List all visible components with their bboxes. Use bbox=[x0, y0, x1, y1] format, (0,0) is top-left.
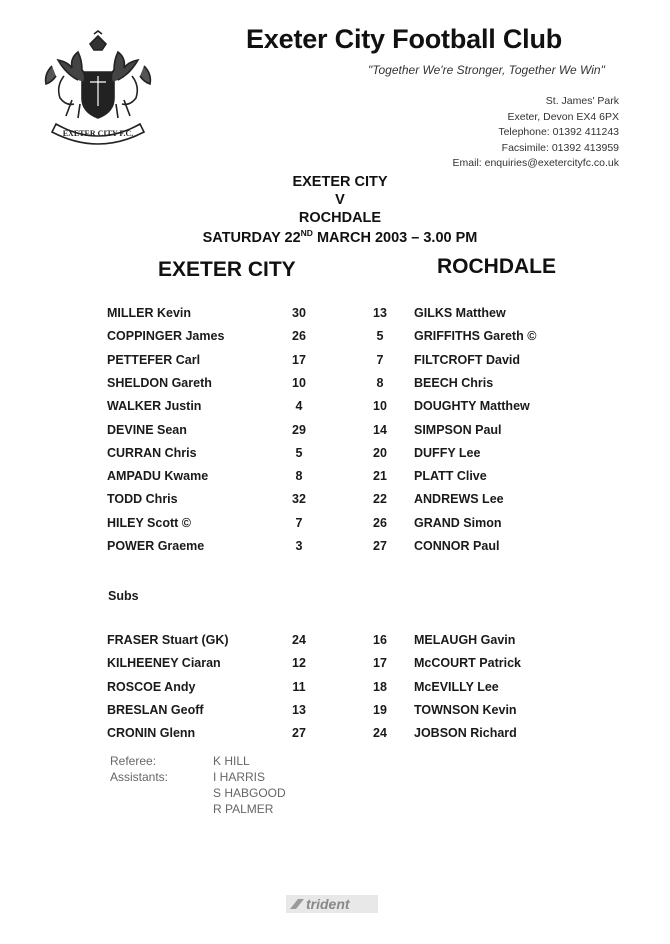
home-player-name: DEVINE Sean bbox=[107, 422, 187, 437]
away-team-heading: ROCHDALE bbox=[437, 255, 556, 278]
away-player-name: MELAUGH Gavin bbox=[414, 633, 516, 647]
officials-names bbox=[213, 753, 286, 817]
sponsor-name: trident bbox=[306, 896, 350, 912]
home-player-number: 5 bbox=[295, 445, 303, 460]
assistant-name: R PALMER bbox=[213, 802, 274, 816]
telephone: Telephone: 01392 411243 bbox=[498, 126, 619, 138]
home-player-name: AMPADU Kwame bbox=[107, 469, 209, 484]
home-player-name: WALKER Justin bbox=[107, 399, 202, 414]
away-player-name: DOUGHTY Matthew bbox=[414, 399, 530, 414]
subs-label: Subs bbox=[108, 589, 139, 603]
fixture-versus: V bbox=[335, 192, 345, 208]
away-player-name: CONNOR Paul bbox=[414, 539, 500, 553]
club-address bbox=[453, 94, 619, 172]
home-player-name: KILHEENEY Ciaran bbox=[107, 656, 221, 671]
away-player-number: 27 bbox=[373, 539, 387, 553]
away-player-name: ANDREWS Lee bbox=[414, 492, 504, 507]
home-player-number: 29 bbox=[292, 422, 306, 437]
home-player-name: BRESLAN Geoff bbox=[107, 702, 204, 717]
away-player-number: 16 bbox=[373, 633, 387, 647]
away-player-name: SIMPSON Paul bbox=[414, 422, 502, 437]
home-player-number: 30 bbox=[292, 306, 306, 320]
away-player-number: 18 bbox=[373, 679, 387, 694]
address-line: St. James' Park bbox=[545, 95, 619, 107]
assistant-name: I HARRIS bbox=[213, 770, 266, 784]
home-player-name: COPPINGER James bbox=[107, 329, 225, 344]
fixture-away: ROCHDALE bbox=[298, 210, 382, 226]
home-player-number: 26 bbox=[292, 329, 306, 344]
away-player-name: GRIFFITHS Gareth © bbox=[414, 329, 537, 344]
club-name: Exeter City Football Club bbox=[246, 24, 563, 54]
away-player-number: 8 bbox=[376, 375, 384, 390]
away-player-name: FILTCROFT David bbox=[414, 352, 521, 367]
away-player-name: McCOURT Patrick bbox=[414, 656, 521, 671]
away-player-number: 19 bbox=[373, 702, 387, 717]
home-player-name: CRONIN Glenn bbox=[107, 726, 196, 741]
home-player-number: 4 bbox=[295, 399, 303, 414]
home-player-number: 17 bbox=[292, 352, 306, 367]
club-crest-icon bbox=[38, 30, 158, 148]
away-player-name: JOBSON Richard bbox=[414, 726, 517, 741]
officials-labels bbox=[110, 753, 168, 785]
away-player-number: 17 bbox=[373, 656, 387, 671]
home-player-name: ROSCOE Andy bbox=[107, 679, 196, 694]
home-player-number: 8 bbox=[295, 469, 303, 484]
home-player-name: MILLER Kevin bbox=[107, 306, 192, 320]
fixture-date: SATURDAY 22ND MARCH 2003 – 3.00 PM bbox=[202, 228, 478, 246]
club-motto: "Together We're Stronger, Together We Win" bbox=[368, 63, 605, 77]
away-player-number: 14 bbox=[373, 422, 387, 437]
sponsor-logo bbox=[286, 893, 378, 915]
away-player-number: 22 bbox=[373, 492, 387, 507]
away-player-number: 21 bbox=[373, 469, 387, 484]
home-player-name: HILEY Scott © bbox=[107, 515, 191, 530]
email: Email: enquiries@exetercityfc.co.uk bbox=[452, 157, 619, 169]
home-player-number: 7 bbox=[295, 515, 303, 530]
home-player-name: TODD Chris bbox=[107, 492, 178, 507]
away-player-name: GILKS Matthew bbox=[414, 306, 506, 320]
home-player-name: POWER Graeme bbox=[107, 539, 205, 553]
home-player-number: 27 bbox=[292, 726, 306, 741]
facsimile: Facsimile: 01392 413959 bbox=[501, 141, 619, 154]
home-team-heading: EXETER CITY bbox=[158, 258, 296, 281]
home-player-name: CURRAN Chris bbox=[107, 445, 197, 460]
away-player-name: BEECH Chris bbox=[414, 375, 494, 390]
assistant-name: S HABGOOD bbox=[213, 786, 286, 800]
away-player-number: 20 bbox=[373, 445, 387, 460]
home-player-number: 10 bbox=[292, 375, 306, 390]
away-player-name: PLATT Clive bbox=[414, 469, 487, 484]
away-player-number: 24 bbox=[373, 726, 387, 741]
away-player-number: 13 bbox=[373, 306, 387, 320]
address-line: Exeter, Devon EX4 6PX bbox=[507, 110, 619, 123]
svg-text:EXETER CITY F.C.: EXETER CITY F.C. bbox=[62, 129, 134, 138]
home-player-number: 13 bbox=[292, 702, 306, 717]
away-player-number: 26 bbox=[373, 515, 387, 530]
away-player-name: McEVILLY Lee bbox=[414, 679, 499, 694]
referee-name: K HILL bbox=[213, 754, 250, 768]
home-player-name: PETTEFER Carl bbox=[107, 352, 201, 367]
fixture-home: EXETER CITY bbox=[292, 174, 388, 190]
away-player-name: TOWNSON Kevin bbox=[414, 702, 517, 717]
home-player-number: 24 bbox=[292, 633, 306, 647]
referee-label: Referee: bbox=[110, 754, 157, 768]
home-player-name: FRASER Stuart (GK) bbox=[107, 633, 229, 647]
away-player-name: GRAND Simon bbox=[414, 515, 502, 530]
home-player-name: SHELDON Gareth bbox=[107, 375, 212, 390]
home-player-number: 32 bbox=[292, 492, 306, 507]
away-player-number: 10 bbox=[373, 399, 387, 414]
away-player-number: 5 bbox=[376, 329, 384, 344]
away-player-name: DUFFY Lee bbox=[414, 445, 481, 460]
assistants-label: Assistants: bbox=[110, 770, 169, 784]
home-player-number: 11 bbox=[292, 679, 306, 694]
away-player-number: 7 bbox=[376, 352, 384, 367]
home-player-number: 3 bbox=[295, 539, 303, 553]
home-player-number: 12 bbox=[292, 656, 306, 671]
